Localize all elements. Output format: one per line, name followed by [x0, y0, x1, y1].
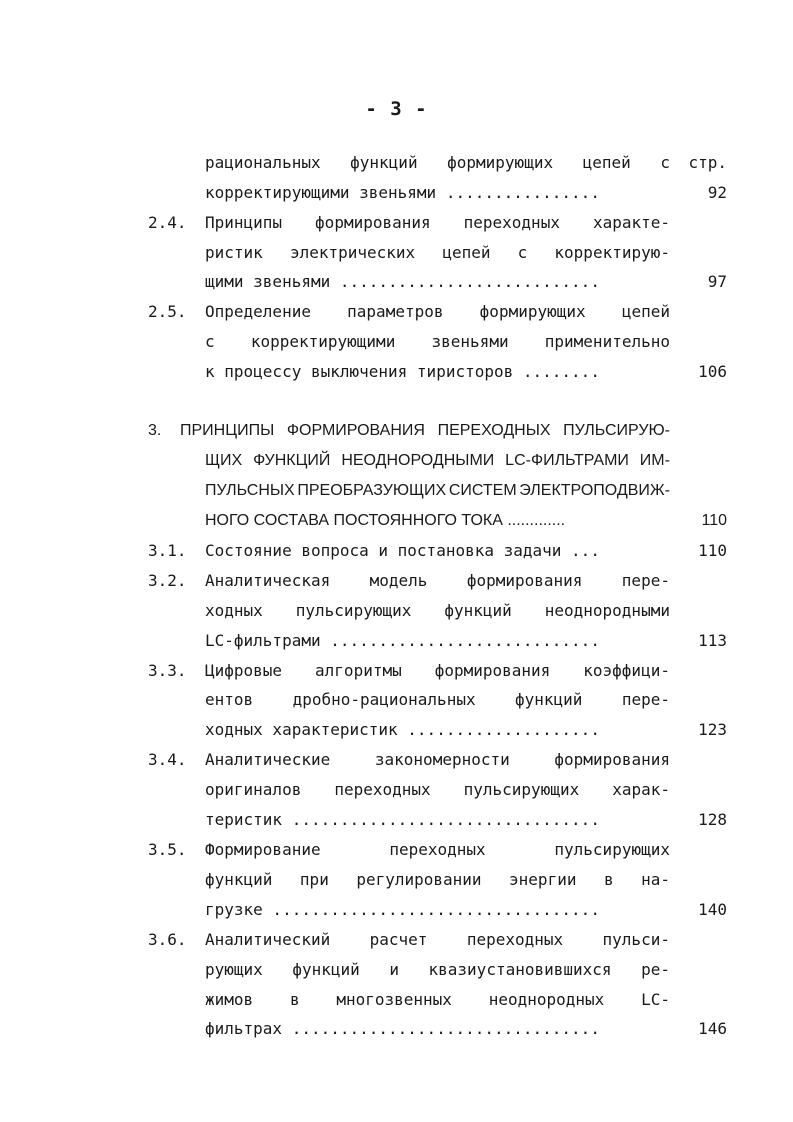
section-number: 3.5.: [148, 840, 187, 859]
word: ре-: [641, 960, 670, 979]
toc-page-number: 140: [698, 900, 727, 919]
word: ИМ-: [639, 452, 670, 469]
word: цепей: [582, 153, 631, 172]
word: ПУЛЬСНЫХ: [205, 482, 295, 499]
word: ФУНКЦИЙ: [253, 452, 331, 469]
word: многозвенных: [336, 990, 452, 1009]
toc-entry-2-5: [0, 297, 793, 327]
word: Аналитические: [205, 750, 331, 769]
word: неоднородными: [544, 601, 670, 620]
word: квазиустановившихся: [428, 960, 612, 979]
toc-page-number: 113: [698, 631, 727, 650]
word: Принципы: [205, 213, 283, 232]
toc-line: [0, 685, 793, 715]
toc-line-text: щими звеньями ...........................: [205, 272, 600, 291]
word: пере-: [621, 690, 670, 709]
word: переходных: [466, 930, 564, 949]
word: формирования: [554, 750, 670, 769]
word: регулировании: [356, 870, 482, 889]
word: ЩИХ: [205, 452, 243, 469]
word: ЭЛЕКТРОПОДВИЖ-: [519, 482, 670, 499]
section-number: 3.3.: [148, 661, 187, 680]
toc-page-number: 110: [701, 512, 727, 529]
toc-page-number: 106: [698, 362, 727, 381]
toc-page-number: 97: [707, 272, 727, 291]
section-number: 2.4.: [148, 213, 187, 232]
word: и: [389, 960, 399, 979]
section-number: 3.4.: [148, 750, 187, 769]
word: с: [660, 153, 670, 172]
toc-line-text: [205, 685, 670, 715]
word: функций: [292, 960, 360, 979]
word: формирования: [315, 213, 431, 232]
toc-line: [0, 327, 793, 357]
toc-line-text: [205, 208, 670, 238]
word: цепей: [442, 243, 491, 262]
toc-line-text: фильтрах ................................: [205, 1019, 600, 1038]
word: корректирующими: [250, 332, 396, 351]
word: формирования: [466, 571, 583, 590]
toc-line-text: [205, 955, 670, 985]
word: ПРИНЦИПЫ: [180, 422, 275, 439]
word: ПЕРЕХОДНЫХ: [437, 422, 551, 439]
word: характе-: [592, 213, 670, 232]
word: Цифровые: [205, 661, 283, 680]
section-number: 3.2.: [148, 571, 187, 590]
word: Определение: [205, 302, 311, 321]
word: Формирование: [205, 840, 321, 859]
word: звеньями: [431, 332, 509, 351]
word: НЕОДНОРОДНЫМИ: [341, 452, 495, 469]
toc-line: [0, 626, 793, 656]
word: в: [603, 870, 614, 889]
word: в: [289, 990, 300, 1009]
word: цепей: [621, 302, 670, 321]
word: Аналитическая: [205, 571, 331, 590]
section-number: 3.6.: [148, 930, 187, 949]
word: с: [517, 243, 528, 262]
toc-line-text: [205, 327, 670, 357]
word: оригиналов: [205, 780, 302, 799]
word: жимов: [205, 990, 254, 1009]
word: функций: [444, 601, 512, 620]
word: параметров: [347, 302, 444, 321]
toc-line: [0, 476, 793, 506]
toc-line-text: [205, 865, 670, 895]
toc-page-number: 128: [698, 810, 727, 829]
word: коэффици-: [583, 661, 670, 680]
toc-line: [0, 805, 793, 835]
word: LC-ФИЛЬТРАМИ: [505, 452, 629, 469]
chapter-title-line: [205, 446, 670, 476]
word: ФОРМИРОВАНИЯ: [286, 422, 425, 439]
word: рациональных: [205, 153, 321, 172]
word: СИСТЕМ: [448, 482, 517, 499]
toc-entry-3-3: [0, 656, 793, 686]
toc-line: [0, 596, 793, 626]
word: пере-: [621, 571, 670, 590]
chapter-title-line: [205, 476, 670, 506]
word: расчет: [369, 930, 428, 949]
toc-line-text: [205, 985, 670, 1015]
word: с: [205, 332, 215, 351]
toc-line: [0, 506, 793, 536]
word: при: [299, 870, 329, 889]
word: харак-: [612, 780, 670, 799]
word: формирующих: [447, 153, 554, 172]
toc-line-text: [205, 148, 670, 178]
toc-page-number: 123: [698, 720, 727, 739]
toc-page-number: 110: [698, 541, 727, 560]
word: формирующих: [479, 302, 586, 321]
toc-entry-3-5: [0, 835, 793, 865]
toc-line-text: [205, 566, 670, 596]
word: дробно-рациональных: [292, 690, 476, 709]
word: на-: [641, 870, 670, 889]
page-column-label: стр.: [688, 153, 727, 172]
word: формирования: [434, 661, 551, 680]
chapter-title-line: [180, 416, 670, 446]
word: пульсирующих: [554, 840, 670, 859]
toc-line: [0, 148, 793, 178]
toc-line-text: корректирующими звеньями ................: [205, 183, 600, 202]
toc-entry-3-4: [0, 745, 793, 775]
toc-line-text: [205, 297, 670, 327]
word: ПУЛЬСИРУЮ-: [563, 422, 670, 439]
toc-line-text: грузке ..................................: [205, 900, 600, 919]
word: алгоритмы: [315, 661, 402, 680]
word: пульсирующих: [295, 601, 412, 620]
word: функций: [514, 690, 583, 709]
toc-line-text: [205, 775, 670, 805]
toc-entry-2-4: [0, 208, 793, 238]
word: корректирую-: [554, 243, 670, 262]
toc-line-text: ходных характеристик ....................: [205, 720, 600, 739]
toc-line-text: теристик ................................: [205, 810, 600, 829]
word: ПРЕОБРАЗУЮЩИХ: [297, 482, 447, 499]
toc-page-number: 92: [707, 183, 727, 202]
word: Аналитический: [205, 930, 331, 949]
word: пульси-: [602, 930, 670, 949]
word: модель: [369, 571, 428, 590]
toc-entry-3-1: [0, 536, 793, 566]
chapter-number: 3.: [148, 422, 162, 439]
toc-line: [0, 446, 793, 476]
word: переходных: [389, 840, 486, 859]
word: применительно: [544, 332, 670, 351]
toc-entry-3-6: [0, 925, 793, 955]
toc-line-text: LC-фильтрами ............................: [205, 631, 600, 650]
toc-line: [0, 267, 793, 297]
word: ентов: [205, 690, 254, 709]
word: переходных: [334, 780, 431, 799]
word: электрических: [289, 243, 416, 262]
word: неоднородных: [488, 990, 605, 1009]
toc-line-text: [205, 745, 670, 775]
section-number: 3.1.: [148, 541, 187, 560]
toc-line-text: Состояние вопроса и постановка задачи ...: [205, 541, 600, 560]
toc-line: [0, 775, 793, 805]
toc-line: [0, 238, 793, 268]
toc-line-text: [205, 596, 670, 626]
toc-line-text: [205, 835, 670, 865]
toc-line: [0, 895, 793, 925]
toc-line: [0, 357, 793, 387]
section-number: 2.5.: [148, 302, 187, 321]
toc-page-number: 146: [698, 1019, 727, 1038]
word: LC-: [641, 990, 670, 1009]
word: пульсирующих: [463, 780, 580, 799]
toc-line: [0, 985, 793, 1015]
toc-line: [0, 178, 793, 208]
toc-line: [0, 715, 793, 745]
toc-line-text: [205, 238, 670, 268]
toc-chapter-3: [0, 416, 793, 446]
word: ходных: [205, 601, 263, 620]
word: рующих: [205, 960, 263, 979]
chapter-title-line: НОГО СОСТАВА ПОСТОЯННОГО ТОКА .............: [205, 512, 566, 529]
toc-line-text: [205, 656, 670, 686]
page-number: - 3 -: [365, 98, 428, 120]
toc-line-text: [205, 925, 670, 955]
word: функций: [350, 153, 418, 172]
word: ристик: [205, 243, 263, 262]
toc-line: [0, 955, 793, 985]
word: функций: [205, 870, 273, 889]
word: переходных: [463, 213, 560, 232]
toc-entry-3-2: [0, 566, 793, 596]
toc-line: [0, 865, 793, 895]
word: закономерности: [374, 750, 510, 769]
word: энергии: [509, 870, 577, 889]
toc-line-text: к процессу выключения тиристоров ........: [205, 362, 600, 381]
toc-line: [0, 1014, 793, 1044]
